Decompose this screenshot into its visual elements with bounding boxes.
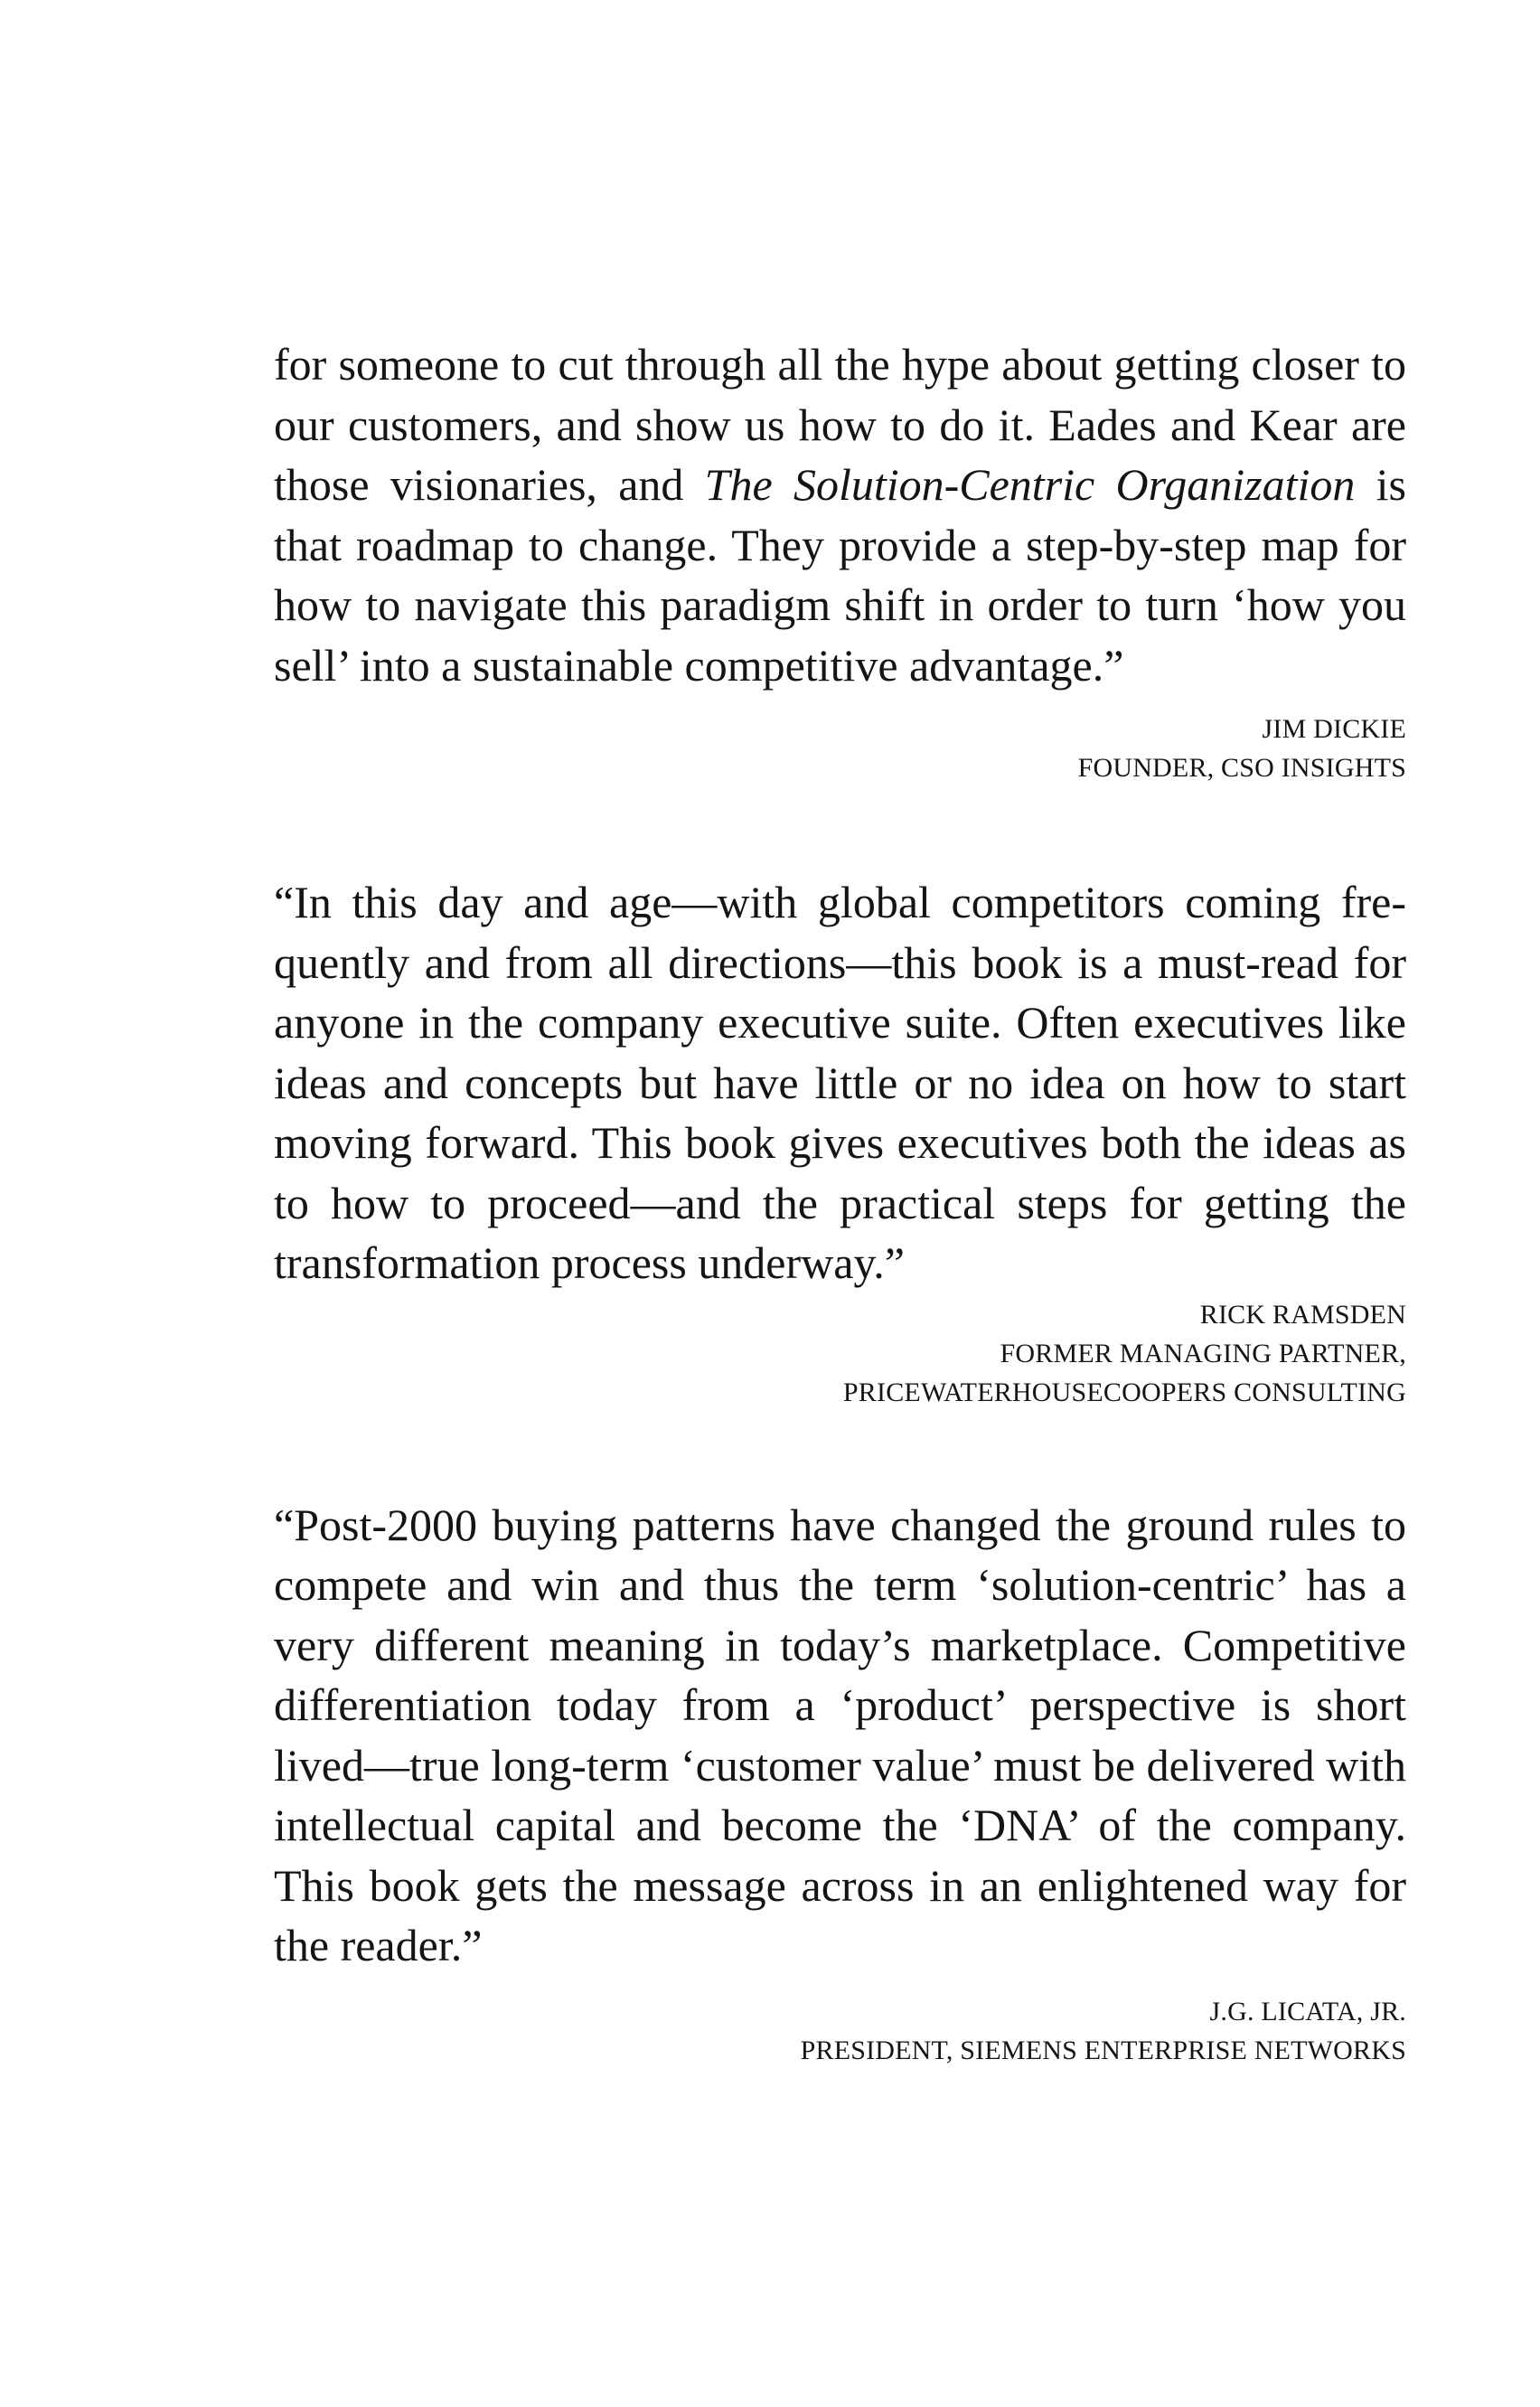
- page-content: [274, 334, 1406, 2070]
- endorsement-quote: [274, 334, 1406, 695]
- attribution: [274, 710, 1406, 787]
- endorsement-rick-ramsden: [274, 872, 1406, 1412]
- endorsement-quote: “In this day and age—with global competitors coming frequently and from all directions—this book is a must-read for anyone in the company executive suite. Often executives like ideas and concepts but have little or no idea on how to start moving forward. This book gives executives both the ideas as to how to proceed—and the practical steps for getting the transformation process underway.”: [274, 877, 1406, 1288]
- endorsement-jim-dickie: [274, 334, 1406, 787]
- endorsement-quote: “Post-2000 buying patterns have changed the ground rules to compete and win and thus the term ‘solution-centric’ has a very different meaning in today’s marketplace. Competitive differentiation today from a ‘product’ perspective is short lived—true long-term ‘customer value’ must be delivered with intellectual capital and become the ‘DNA’ of the company. This book gets the message across in an enlightened way for the reader.”: [274, 1499, 1406, 1970]
- quote-text-before: for someone to cut through all the hype about getting closer to our customers, and show us how to do it. Eades and Kear are those visionaries, and: [274, 339, 1406, 510]
- attribution-title: PRESIDENT, SIEMENS ENTERPRISE NETWORKS: [800, 2035, 1406, 2065]
- attribution-title: FOUNDER, CSO INSIGHTS: [1077, 753, 1406, 783]
- quote-text-after: is that roadmap to change. They provide a step-by-step map for how to navigate this paradigm shift in order to turn ‘how you sell’ into a sustainable competitive advantage.”: [274, 459, 1406, 691]
- book-title: The Solution-Centric Organization: [704, 459, 1356, 510]
- attribution-name: JIM DICKIE: [1262, 714, 1406, 744]
- attribution-name: RICK RAMSDEN: [1199, 1299, 1406, 1330]
- attribution-organization: PRICEWATERHOUSECOOPERS CONSULTING: [842, 1377, 1406, 1407]
- attribution-title: FORMER MANAGING PARTNER,: [1000, 1338, 1406, 1368]
- attribution: [274, 1295, 1406, 1412]
- attribution-name: J.G. LICATA, JR.: [1209, 1996, 1406, 2026]
- endorsement-jg-licata: [274, 1495, 1406, 2070]
- attribution: [274, 1992, 1406, 2070]
